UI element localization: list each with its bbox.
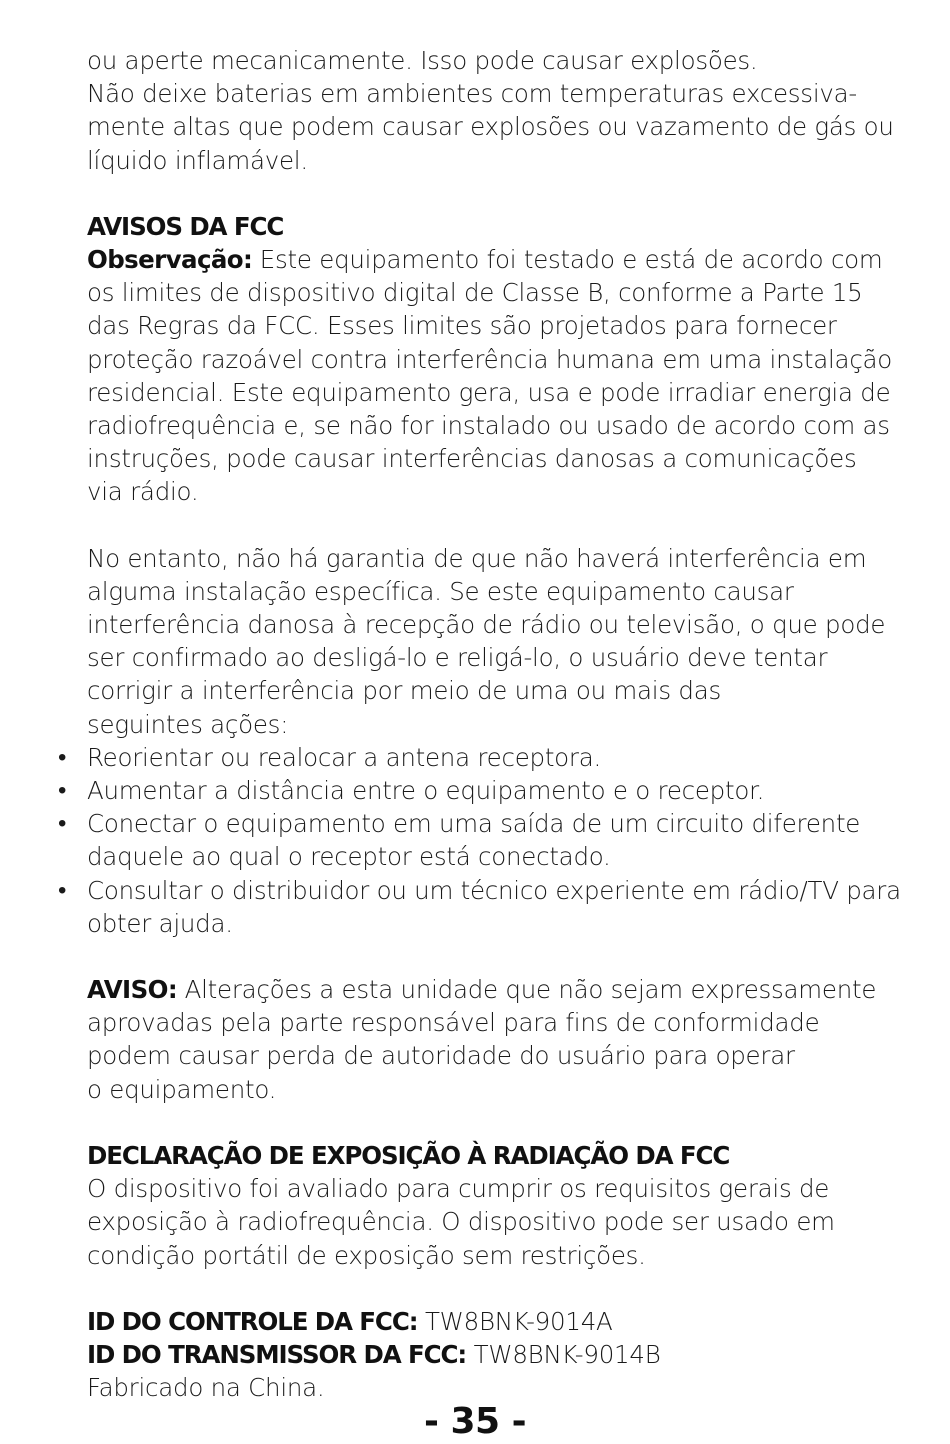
list-item xyxy=(58,874,917,940)
however-line: corrigir a interferência por meio de uma ou mais das xyxy=(87,676,721,706)
transmitter-id-label: ID DO TRANSMISSOR DA FCC: xyxy=(87,1339,467,1369)
controller-id-label: ID DO CONTROLE DA FCC: xyxy=(87,1306,418,1336)
radiation-line: O dispositivo foi avaliado para cumprir os requisitos gerais de xyxy=(87,1174,830,1204)
list-item-text: Reorientar ou realocar a antena receptora. xyxy=(87,742,602,772)
actions-list xyxy=(58,741,917,940)
list-item xyxy=(58,774,917,807)
bullet-icon: • xyxy=(58,875,67,904)
note-line: das Regras da FCC. Esses limites são projetados para fornecer xyxy=(87,311,837,341)
controller-id-value: TW8BNK-9014A xyxy=(417,1306,613,1336)
however-line: ser confirmado ao desligá-lo e religá-lo, o usuário deve tentar xyxy=(87,643,828,673)
however-line: alguma instalação específica. Se este equipamento causar xyxy=(87,576,794,606)
however-line: seguintes ações: xyxy=(87,709,289,739)
bullet-icon: • xyxy=(58,809,67,838)
list-item-text: Conectar o equipamento em uma saída de um circuito diferente xyxy=(87,809,861,839)
note-line: proteção razoável contra interferência humana em uma instalação xyxy=(87,344,893,374)
spacer xyxy=(87,1106,917,1139)
intro-paragraph xyxy=(87,44,917,177)
fcc-ids-section xyxy=(87,1305,917,1405)
warning-line: o equipamento. xyxy=(87,1074,277,1104)
fcc-notice-section xyxy=(58,210,917,1106)
transmitter-id-line xyxy=(87,1338,917,1371)
spacer xyxy=(87,177,917,210)
note-text: Este equipamento foi testado e está de acordo com xyxy=(252,245,883,275)
list-item xyxy=(58,741,917,774)
intro-line: líquido inflamável. xyxy=(87,145,308,175)
warning-text: Alterações a esta unidade que não sejam expressamente xyxy=(177,975,877,1005)
warning-label: AVISO: xyxy=(87,975,178,1005)
list-item-text: daquele ao qual o receptor está conectado. xyxy=(87,842,611,872)
note-line: os limites de dispositivo digital de Classe B, conforme a Parte 15 xyxy=(87,278,863,308)
warning-paragraph xyxy=(87,973,917,1106)
radiation-section xyxy=(87,1139,917,1272)
made-in-text: Fabricado na China. xyxy=(87,1373,325,1403)
page-content xyxy=(58,44,917,1404)
list-item-text: Consultar o distribuidor ou um técnico experiente em rádio/TV para xyxy=(87,875,901,905)
bullet-icon: • xyxy=(58,742,67,771)
spacer xyxy=(87,940,917,973)
spacer xyxy=(87,509,917,542)
list-item xyxy=(58,807,917,873)
intro-line: Não deixe baterias em ambientes com temperaturas excessiva- xyxy=(87,79,857,109)
note-line: residencial. Este equipamento gera, usa e pode irradiar energia de xyxy=(87,377,891,407)
however-paragraph xyxy=(87,542,917,741)
radiation-heading: DECLARAÇÃO DE EXPOSIÇÃO À RADIAÇÃO DA FCC xyxy=(87,1140,730,1170)
note-label: Observação: xyxy=(87,245,253,275)
list-item-text: Aumentar a distância entre o equipamento e o receptor. xyxy=(87,776,765,806)
however-line: No entanto, não há garantia de que não haverá interferência em xyxy=(87,543,867,573)
intro-line: mente altas que podem causar explosões ou vazamento de gás ou xyxy=(87,112,894,142)
bullet-icon: • xyxy=(58,776,67,805)
controller-id-line xyxy=(87,1305,917,1338)
warning-first-line xyxy=(87,973,917,1006)
warning-line: podem causar perda de autoridade do usuário para operar xyxy=(87,1041,795,1071)
note-first-line xyxy=(87,243,917,276)
warning-line: aprovadas pela parte responsável para fins de conformidade xyxy=(87,1008,820,1038)
note-line: via rádio. xyxy=(87,477,199,507)
radiation-line: exposição à radiofrequência. O dispositivo pode ser usado em xyxy=(87,1207,835,1237)
note-line: instruções, pode causar interferências danosas a comunicações xyxy=(87,444,857,474)
transmitter-id-value: TW8BNK-9014B xyxy=(466,1339,661,1369)
fcc-notice-heading: AVISOS DA FCC xyxy=(87,211,284,241)
radiation-line: condição portátil de exposição sem restrições. xyxy=(87,1240,646,1270)
list-item-text: obter ajuda. xyxy=(87,908,233,938)
however-line: interferência danosa à recepção de rádio ou televisão, o que pode xyxy=(87,610,886,640)
intro-line: ou aperte mecanicamente. Isso pode causar explosões. xyxy=(87,46,758,75)
note-line: radiofrequência e, se não for instalado ou usado de acordo com as xyxy=(87,411,890,441)
spacer xyxy=(87,1272,917,1305)
page-number: - 35 - xyxy=(423,1401,527,1442)
